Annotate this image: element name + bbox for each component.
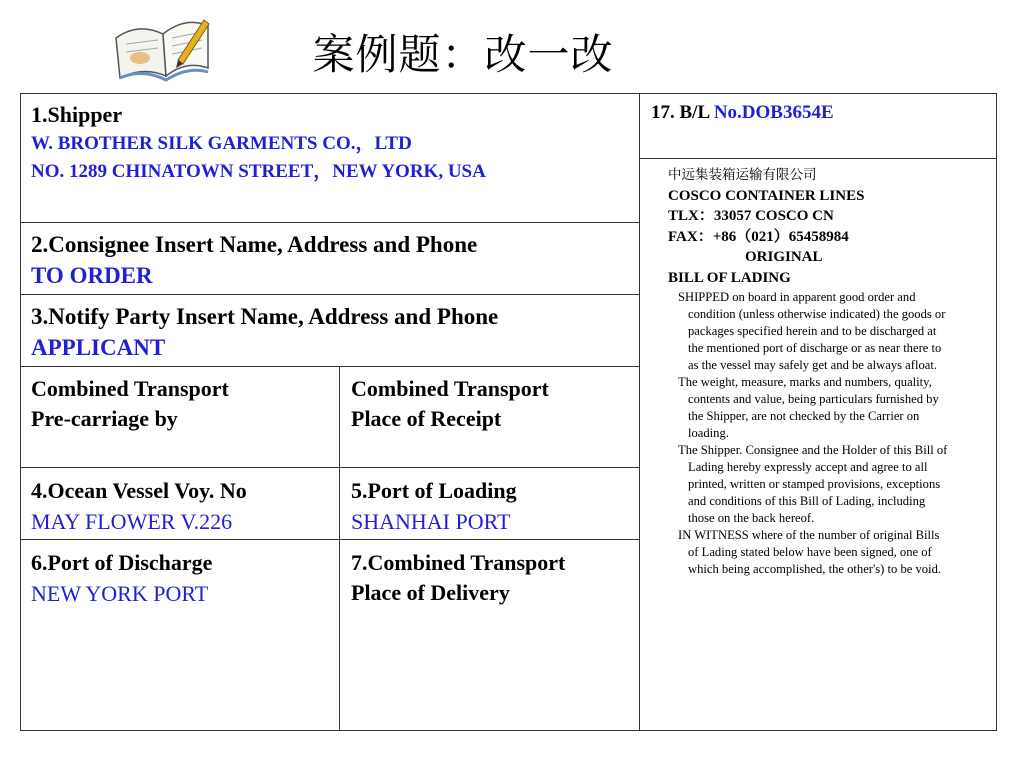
- place-of-delivery-label-1: 7.Combined Transport: [351, 550, 566, 575]
- port-of-discharge-label: 6.Port of Discharge: [31, 550, 213, 575]
- pre-carriage-label-1: Combined Transport: [31, 376, 229, 401]
- place-of-receipt-label-2: Place of Receipt: [351, 406, 502, 431]
- ocean-vessel-field[interactable]: [21, 474, 339, 539]
- shipper-label: 1.Shipper: [31, 102, 123, 127]
- shipper-name: W. BROTHER SILK GARMENTS CO.，LTD: [31, 133, 412, 154]
- clause-line: as the vessel may safely get and be always afloat.: [688, 358, 937, 372]
- port-of-loading-field[interactable]: [341, 474, 639, 539]
- clause-line: and conditions of this Bill of Lading, including: [688, 494, 926, 508]
- clause-line: of Lading stated below have been signed, one of: [688, 545, 932, 559]
- notify-party-field[interactable]: [21, 300, 639, 366]
- place-of-receipt-field[interactable]: [341, 372, 639, 467]
- clause-line: The Shipper. Consignee and the Holder of this Bill of: [678, 443, 948, 457]
- slide-title: 案例题：改一改: [312, 30, 614, 79]
- original-mark: ORIGINAL: [745, 249, 823, 265]
- clause-line: the mentioned port of discharge or as near there to: [688, 341, 942, 355]
- pre-carriage-label-2: Pre-carriage by: [31, 406, 178, 431]
- clause-line: contents and value, being particulars furnished by: [688, 392, 939, 406]
- clause-line: Lading hereby expressly accept and agree to all: [688, 460, 928, 474]
- consignee-value: TO ORDER: [31, 263, 153, 288]
- bl-number-label: 17. B/L: [651, 102, 714, 123]
- consignee-label: 2.Consignee Insert Name, Address and Phone: [31, 232, 478, 257]
- clause-line: condition (unless otherwise indicated) the goods or: [688, 307, 946, 321]
- clause-line: packages specified herein and to be discharged at: [688, 324, 937, 338]
- carrier-terms: [641, 160, 996, 730]
- place-of-receipt-label-1: Combined Transport: [351, 376, 549, 401]
- carrier-fax: FAX：+86（021）65458984: [668, 228, 849, 245]
- shipper-address: NO. 1289 CHINATOWN STREET，NEW YORK, USA: [31, 161, 486, 182]
- place-of-delivery-field[interactable]: [341, 546, 639, 730]
- port-of-discharge-value: NEW YORK PORT: [31, 581, 209, 606]
- port-of-loading-label: 5.Port of Loading: [351, 478, 517, 503]
- clause-line: The weight, measure, marks and numbers, quality,: [678, 375, 932, 389]
- clause-line: the Shipper, are not checked by the Carrier on: [688, 409, 920, 423]
- shipper-field[interactable]: [21, 94, 639, 222]
- terms-clauses: [678, 289, 996, 578]
- bl-number-field[interactable]: [641, 94, 996, 158]
- carrier-tlx: TLX：33057 COSCO CN: [668, 208, 834, 224]
- place-of-delivery-label-2: Place of Delivery: [351, 580, 510, 605]
- notify-party-label: 3.Notify Party Insert Name, Address and Phone: [31, 304, 499, 329]
- clause-line: loading.: [688, 426, 729, 440]
- ocean-vessel-label: 4.Ocean Vessel Voy. No: [31, 478, 247, 503]
- bl-number-value: No.DOB3654E: [713, 102, 834, 123]
- clause-line: IN WITNESS where of the number of original Bills: [678, 528, 940, 542]
- clause-line: which being accomplished, the other's) to be void.: [688, 562, 942, 576]
- carrier-name-en: COSCO CONTAINER LINES: [668, 187, 865, 204]
- clause-line: printed, written or stamped provisions, exceptions: [688, 477, 941, 491]
- clause-line: SHIPPED on board in apparent good order and: [678, 290, 916, 304]
- port-of-discharge-field[interactable]: [21, 546, 339, 730]
- ocean-vessel-value: MAY FLOWER V.226: [31, 509, 233, 534]
- notify-party-value: APPLICANT: [31, 335, 166, 360]
- consignee-field[interactable]: [21, 228, 639, 294]
- port-of-loading-value: SHANHAI PORT: [351, 509, 511, 534]
- pre-carriage-field[interactable]: [21, 372, 339, 467]
- clause-line: those on the back hereof.: [688, 511, 815, 525]
- carrier-name-cn: 中远集装箱运输有限公司: [668, 167, 817, 183]
- document-type: BILL OF LADING: [668, 269, 791, 286]
